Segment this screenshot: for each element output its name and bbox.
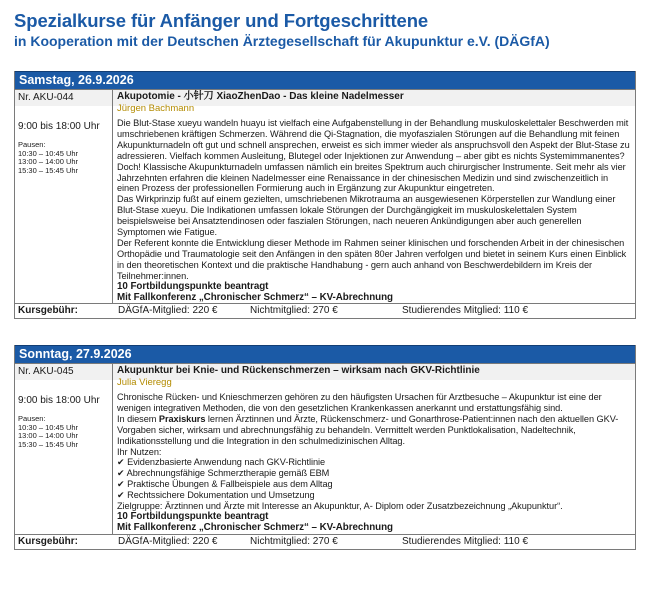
page-heading [14,10,550,50]
pausen-list [18,415,112,449]
course-author: Julia Vieregg [117,377,172,388]
pausen-label: Pausen: [18,414,46,423]
para-text: lernen Ärztinnen und Ärzte, Rückenschmerz- und Gonarthrose-Patient:innen nach den aktuellen GKV-Vorgaben sicher, wirksam und abrechnungsfähig zu behandeln. Vermittelt werden Punktlokalisation, Nadeltechnik, Indikationsstellung und die Integration in den schulmedizinischen Alltag. [117,413,619,446]
fee-student: Studierendes Mitglied: 110 € [402,535,529,547]
praxiskurs-emphasis: Praxiskurs [158,413,206,424]
fee-nonmember: Nichtmitglied: 270 € [250,535,338,547]
fallkonferenz-note: Mit Fallkonferenz „Chronischer Schmerz“ – KV-Abrechnung [117,521,393,533]
description-paragraph: Die Blut-Stase xueyu wandeln huayu ist vielfach eine Aufgabenstellung in der Behandlung muskuloskelettaler Beschwerden mit umschriebenen kräftigen Schmerzen. Während die Qi-Stagnation, die myofaszialen Störungen auf die Behandlung mit feinen Akupunkturnadeln oft gut und schnell ansprechen, erweist es sich immer wieder als anspruchsvoll den Aspekt der Blut-Stase zu adressieren. Vielfach kommen Ausleitung, Blutegel oder Injektionen zur Anwendung – aber gibt es nichts Systemimmanentes? [117,118,630,161]
fee-member: DÄGfA-Mitglied: 220 € [118,305,218,317]
course-block-aku-044 [14,71,636,319]
description-paragraph [117,414,632,447]
fee-label: Kursgebühr: [18,535,78,547]
description-paragraph: Doch! Klassische Akupunkturnadeln umfassen nämlich ein breites Spektrum auch chirurgischer Instrumente. Seit mehr als vier Jahrzehnten erfahren die kleinen Nadelmesser eine Renaissance in der chinesischen Medizin und sind zwischenzeitlich in einen Prozess der professionellen Formierung auch in Ergänzung zur Akupunktur eingetreten. [117,161,626,194]
pause-item: 13:00 – 14:00 Uhr [18,157,79,167]
course-title: Akupotomie - 小针刀 XiaoZhenDao - Das kleine Nadelmesser [117,91,404,102]
course-details-row [15,377,635,534]
course-title: Akupunktur bei Knie- und Rückenschmerzen – wirksam nach GKV-Richtlinie [117,365,480,376]
description-paragraph: Das Wirkprinzip fußt auf einem gezielten, umschriebenen Mikrotrauma an ausgewiesenen Körperstellen zur Wandlung einer Blut-Stase xueyu. Die Indikationen umfassen lokale Störungen der Durchgängigkeit im muskuloskelettalen System beispielsweise bei Ansatztendinosen oder faszialen Störungen, nach neueren Ankündigungen aber auch generellen Symptomen wie Fatigue. [117,194,616,238]
fee-nonmember: Nichtmitglied: 270 € [250,305,338,317]
pause-item: 15:30 – 15:45 Uhr [18,165,79,175]
benefit-item: ✔ Rechtssichere Dokumentation und Umsetzung [117,490,315,501]
fee-student: Studierendes Mitglied: 110 € [402,305,529,317]
nutzen-label: Ihr Nutzen: [117,446,162,457]
pause-item: 10:30 – 10:45 Uhr [18,422,79,432]
course-author: Jürgen Bachmann [117,103,195,114]
fee-row [15,303,635,318]
page-title: Spezialkurse für Anfänger und Fortgeschrittene [14,10,429,31]
day-header: Sonntag, 27.9.2026 [15,345,635,363]
pause-item: 13:00 – 14:00 Uhr [18,431,79,441]
schedule-cell [15,380,113,534]
pausen-label: Pausen: [18,140,46,149]
page-subtitle: in Kooperation mit der Deutschen Ärztegesellschaft für Akupunktur e.V. (DÄGfA) [14,33,550,49]
description-cell [113,103,635,303]
course-description [117,117,632,303]
benefit-item: ✔ Evidenzbasierte Anwendung nach GKV-Richtlinie [117,457,326,468]
pause-item: 10:30 – 10:45 Uhr [18,148,79,158]
benefit-item: ✔ Praktische Übungen & Fallbeispiele aus dem Alltag [117,479,333,490]
schedule-cell [15,106,113,303]
fee-row [15,534,635,549]
course-details-row [15,103,635,303]
fortbildungspunkte: 10 Fortbildungspunkte beantragt [117,510,269,522]
fortbildungspunkte: 10 Fortbildungspunkte beantragt [117,280,269,292]
zielgruppe: Zielgruppe: Ärztinnen und Ärzte mit Interesse an Akupunktur, A- Diplom oder Zusatzbezeichnung „Akupunktur“. [117,501,563,512]
course-description [117,391,632,534]
description-paragraph: Der Referent konnte die Entwicklung dieser Methode im Rahmen seiner klinischen und forschenden Arbeit in der chinesischen Orthopädie und Traumatologie seit den Anfängen in den späten 80er Jahren verfolgen und bietet in seinem Kurs einen Einblick in den theoretischen Kontext und die praktische Handhabung - gern auch anhand von Beschwerdebildern im Kreis der Teilnehmer:innen. [117,237,627,281]
course-time: 9:00 bis 18:00 Uhr [18,395,100,406]
benefit-item: ✔ Abrechnungsfähige Schmerztherapie gemäß EBM [117,468,330,479]
course-time: 9:00 bis 18:00 Uhr [18,121,100,132]
description-cell [113,377,635,534]
course-number: Nr. AKU-045 [15,364,113,380]
course-number: Nr. AKU-044 [15,90,113,106]
pausen-list [18,141,112,175]
fallkonferenz-note: Mit Fallkonferenz „Chronischer Schmerz“ – KV-Abrechnung [117,291,393,303]
description-paragraph: Chronische Rücken- und Knieschmerzen gehören zu den häufigsten Ursachen für Arztbesuche – Akupunktur ist eine der wenigen integrativen Methoden, die von den gesetzlichen Krankenkassen anerkannt und erstattungsfähig sind. [117,392,602,413]
fee-member: DÄGfA-Mitglied: 220 € [118,535,218,547]
course-block-aku-045 [14,345,636,550]
fee-label: Kursgebühr: [18,305,78,317]
para-text: In diesem [117,413,159,424]
day-header: Samstag, 26.9.2026 [15,71,635,89]
pause-item: 15:30 – 15:45 Uhr [18,439,79,449]
